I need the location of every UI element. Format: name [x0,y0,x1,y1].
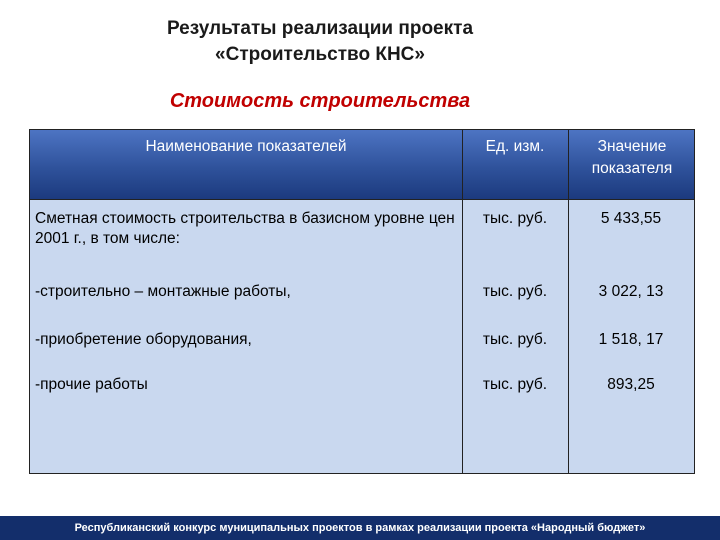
row-2-value: 3 022, 13 [598,283,664,300]
row-1-value: 5 433,55 [600,210,662,227]
header-value: Значение показателя [591,138,673,177]
row-2-name: -строительно – монтажные работы, [35,283,291,300]
row-3-unit: тыс. руб. [482,331,548,348]
row-2-unit: тыс. руб. [482,283,548,300]
header-name: Наименование показателей [145,138,347,155]
row-3-value: 1 518, 17 [598,331,664,348]
row-3-name: -приобретение оборудования, [35,331,252,348]
title-line-1: Результаты реализации проекта [166,18,474,39]
header-unit: Ед. изм. [485,138,545,155]
title-line-2: «Строительство КНС» [215,44,425,65]
row-1-unit: тыс. руб. [482,210,548,227]
row-1-name: Сметная стоимость строительства в базисном уровне цен 2001 г., в том числе: [35,210,455,247]
row-4-name: -прочие работы [35,376,148,393]
row-4-unit: тыс. руб. [482,376,548,393]
page-title [0,16,640,68]
footer-banner: Республиканский конкурс муниципальных проектов в рамках реализации проекта «Народный бюджет» [0,516,720,540]
table-header [30,130,694,200]
row-4-value: 893,25 [607,376,655,393]
cost-table [29,129,695,474]
section-subtitle: Стоимость строительства [169,90,471,112]
